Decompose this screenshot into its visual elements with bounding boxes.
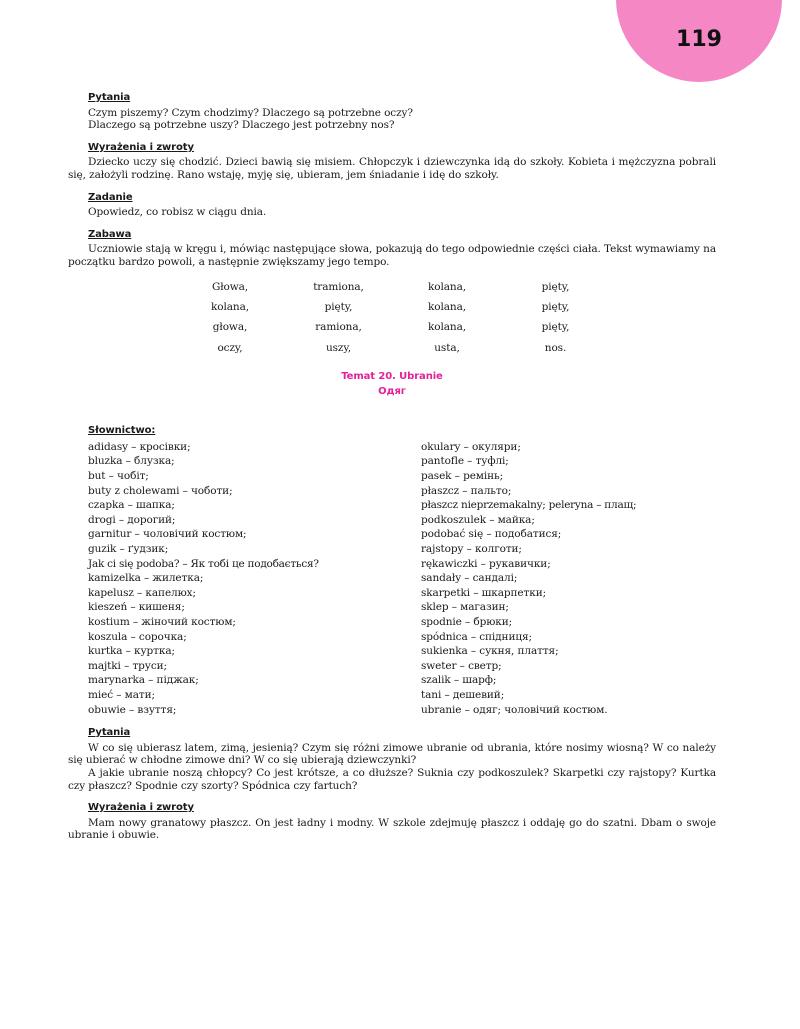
vocab-item: guzik – ґудзик;	[88, 543, 169, 556]
pytania-heading: Pytania	[88, 92, 131, 103]
pytania-paragraph: W co się ubierasz latem, zimą, jesienią? Czym się różni zimowe ubranie od ubrania, które nosimy wiosną? W co należy się ubierać w chłodne zimowe dni? W co się ubierają dziewczynki?	[68, 741, 716, 767]
vocab-item: sklep – магазин;	[421, 601, 509, 614]
vocab-item: koszula – сорочка;	[88, 630, 187, 643]
vocab-item: drogi – дорогий;	[88, 513, 176, 526]
vocab-item: garnitur – чоловічий костюм;	[88, 528, 247, 541]
zadanie-heading: Zadanie	[88, 191, 133, 203]
vocabulary-list	[88, 440, 716, 717]
vocab-item: buty z cholewami – чоботи;	[88, 484, 233, 497]
vocab-item: sandały – сандалі;	[421, 572, 518, 585]
chant-word: nos.	[544, 341, 567, 354]
chant-grid	[180, 281, 716, 355]
vocab-item: but – чобіт;	[88, 470, 149, 483]
vocab-item: obuwie – взуття;	[88, 703, 177, 716]
chant-word: kolana,	[428, 321, 466, 334]
vocab-item: tani – дешевий;	[421, 688, 505, 701]
pytania-line: Dlaczego są potrzebne uszy? Dlaczego jest potrzebny nos?	[88, 119, 395, 132]
zabawa-heading: Zabawa	[88, 228, 132, 240]
chant-word: głowa,	[212, 321, 248, 334]
slownictwo-heading: Słownictwo:	[88, 425, 156, 437]
pytania-section-2	[68, 727, 716, 792]
chant-word: kolana,	[428, 300, 466, 313]
vocab-item: Jak ci się podoba? – Як тобі це подобається?	[88, 557, 319, 570]
vocab-item: czapka – шапка;	[88, 499, 175, 512]
pytania-heading: Pytania	[88, 727, 131, 739]
pytania-line: Czym piszemy? Czym chodzimy? Dlaczego są potrzebne oczy?	[88, 106, 413, 119]
vocab-item: spodnie – брюки;	[421, 616, 513, 629]
chant-word: kolana,	[211, 300, 249, 313]
vocabulary-column-right	[421, 440, 736, 717]
zadanie-section	[68, 192, 716, 219]
page-content	[68, 92, 716, 842]
chant-word: ramiona,	[315, 321, 362, 334]
wyrazenia-heading: Wyrażenia i zwroty	[88, 802, 194, 814]
chant-word: pięty,	[541, 280, 570, 293]
wyrazenia-text: Dziecko uczy się chodzić. Dzieci bawią się misiem. Chłopczyk i dziewczynka idą do szkoły. Kobieta i mężczyzna pobrali się, założyli rodzinę. Rano wstaję, myję się, ubieram, jem śniadanie i idę do szkoły.	[68, 156, 716, 181]
chant-word: pięty,	[324, 300, 353, 313]
vocab-item: pantofle – туфлі;	[421, 455, 509, 468]
vocab-item: spódnica – спідниця;	[421, 630, 532, 643]
vocab-item: adidasy – кросівки;	[88, 440, 191, 453]
vocab-item: sukienka – сукня, плаття;	[421, 645, 559, 658]
chant-word: oczy,	[217, 341, 243, 354]
vocab-item: podkoszulek – майка;	[421, 513, 535, 526]
vocab-item: ubranie – одяг; чоловічий костюм.	[421, 703, 608, 716]
vocab-item: kapelusz – капелюх;	[88, 586, 196, 599]
chant-word: tramiona,	[313, 280, 364, 293]
vocab-item: skarpetki – шкарпетки;	[421, 586, 547, 599]
vocab-item: bluzka – блузка;	[88, 455, 175, 468]
vocab-item: kostium – жіночий костюм;	[88, 616, 236, 629]
vocab-item: marynarka – піджак;	[88, 674, 199, 687]
chant-word: usta,	[434, 341, 460, 354]
topic-title: Temat 20. Ubranie	[341, 371, 443, 383]
vocab-item: szalik – шарф;	[421, 674, 497, 687]
vocab-item: płaszcz nieprzemakalny; peleryna – плащ;	[421, 499, 637, 512]
wyrazenia-heading: Wyrażenia i zwroty	[88, 141, 194, 153]
vocab-item: płaszcz – пальто;	[421, 484, 512, 497]
page-number: 119	[676, 27, 722, 52]
vocab-item: kurtka – куртка;	[88, 645, 175, 658]
chant-word: Głowa,	[211, 280, 249, 293]
chant-word: kolana,	[428, 280, 466, 293]
wyrazenia-section-2	[68, 802, 716, 842]
vocab-item: majtki – труси;	[88, 659, 167, 672]
chant-word: pięty,	[541, 300, 570, 313]
topic-subtitle: Одяг	[378, 385, 406, 397]
zabawa-text: Uczniowie stają w kręgu i, mówiąc następujące słowa, pokazują do tego odpowiednie części ciała. Tekst wymawiamy na początku bardzo powoli, a następnie zwiększamy jego tempo.	[68, 243, 716, 268]
pytania-section-1	[68, 92, 716, 132]
vocab-item: pasek – ремінь;	[421, 470, 504, 483]
vocab-item: kamizelka – жилетка;	[88, 572, 204, 585]
vocabulary-column-left	[88, 440, 421, 717]
vocab-item: kieszeń – кишеня;	[88, 601, 185, 614]
vocab-item: rękawiczki – рукавички;	[421, 557, 551, 570]
wyrazenia-text: Mam nowy granatowy płaszcz. On jest ładny i modny. W szkole zdejmuję płaszcz i oddaję go do szatni. Dbam o swoje ubranie i obuwie.	[68, 816, 716, 842]
vocab-item: podobać się – подобатися;	[421, 528, 562, 541]
vocab-item: mieć – мати;	[88, 688, 155, 701]
pytania-paragraph: A jakie ubranie noszą chłopcy? Co jest krótsze, a co dłuższe? Suknia czy podkoszulek? Skarpetki czy rajstopy? Kurtka czy płaszcz? Spodnie czy szorty? Spódnica czy fartuch?	[68, 766, 716, 792]
vocab-item: sweter – светр;	[421, 659, 502, 672]
zadanie-text: Opowiedz, co robisz w ciągu dnia.	[88, 206, 267, 219]
topic-heading	[68, 370, 716, 399]
vocab-item: okulary – окуляри;	[421, 440, 521, 453]
vocab-item: rajstopy – колготи;	[421, 543, 522, 556]
chant-word: uszy,	[325, 341, 352, 354]
chant-word: pięty,	[541, 321, 570, 334]
zabawa-section	[68, 229, 716, 355]
wyrazenia-section-1	[68, 142, 716, 182]
